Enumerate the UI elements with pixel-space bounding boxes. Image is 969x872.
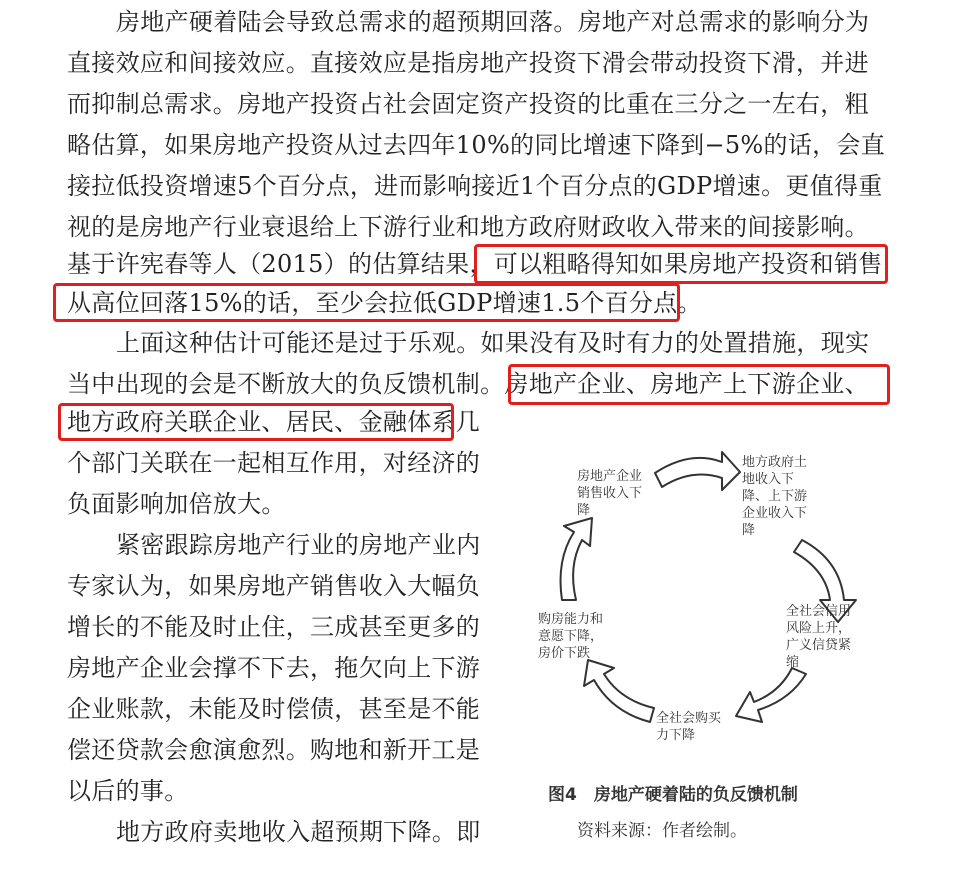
arrow-icon <box>561 518 593 600</box>
text-line: 当中出现的会是不断放大的负反馈机制。房地产企业、房地产上下游企业、 <box>67 370 869 398</box>
text-line: 接拉低投资增速5个百分点，进而影响接近1个百分点的GDP增速。更值得重 <box>67 172 883 200</box>
node-housing-demand: 购房能力和 意愿下降， 房价下跌 <box>538 612 604 661</box>
text-line: 负面影响加倍放大。 <box>67 490 286 518</box>
text-line: 偿还贷款会愈演愈烈。购地和新开工是 <box>67 736 481 764</box>
text-line: 以后的事。 <box>67 777 189 805</box>
text-line: 直接效应和间接效应。直接效应是指房地产投资下滑会带动投资下滑，并进 <box>67 49 869 77</box>
text-line: 上面这种估计可能还是过于乐观。如果没有及时有力的处置措施，现实 <box>116 329 870 357</box>
arrow-icon <box>584 660 654 722</box>
text-line: 从高位回落15%的话，至少会拉低GDP增速1.5个百分点。 <box>67 289 702 317</box>
node-sales-decline: 房地产企业 销售收入下 降 <box>577 469 643 518</box>
node-gov-revenue-decline: 地方政府土 地收入下 降、上下游 企业收入下 降 <box>742 455 808 538</box>
text-line: 略估算，如果房地产投资从过去四年10%的同比增速下降到−5%的话，会直 <box>67 131 886 159</box>
text-line: 房地产硬着陆会导致总需求的超预期回落。房地产对总需求的影响分为 <box>116 8 870 36</box>
text-line: 而抑制总需求。房地产投资占社会固定资产投资的比重在三分之一左右，粗 <box>67 90 869 118</box>
text-line: 基于许宪春等人（2015）的估算结果，可以粗略得知如果房地产投资和销售 <box>67 250 883 278</box>
text-line: 个部门关联在一起相互作用，对经济的 <box>67 449 481 477</box>
text-line: 专家认为，如果房地产销售收入大幅负 <box>67 572 481 600</box>
arrow-icon <box>736 668 806 722</box>
node-purchasing-power: 全社会购买 力下降 <box>656 711 722 743</box>
figure-caption: 图4 房地产硬着陆的负反馈机制 <box>548 785 798 805</box>
text-line: 企业账款，未能及时偿债，甚至是不能 <box>67 695 481 723</box>
arrow-icon <box>655 452 740 490</box>
text-line: 地方政府关联企业、居民、金融体系几 <box>67 408 481 436</box>
feedback-cycle-diagram <box>500 440 880 770</box>
text-line: 视的是房地产行业衰退给上下游行业和地方政府财政收入带来的间接影响。 <box>67 213 869 241</box>
text-line: 紧密跟踪房地产行业的房地产业内 <box>116 531 481 559</box>
node-credit-risk: 全社会信用 风险上升， 广义信贷紧 缩 <box>786 604 852 670</box>
text-line: 增长的不能及时止住，三成甚至更多的 <box>67 613 481 641</box>
text-line: 房地产企业会撑不下去，拖欠向上下游 <box>67 654 481 682</box>
text-line: 地方政府卖地收入超预期下降。即 <box>116 818 481 846</box>
figure-source: 资料来源：作者绘制。 <box>577 821 747 841</box>
